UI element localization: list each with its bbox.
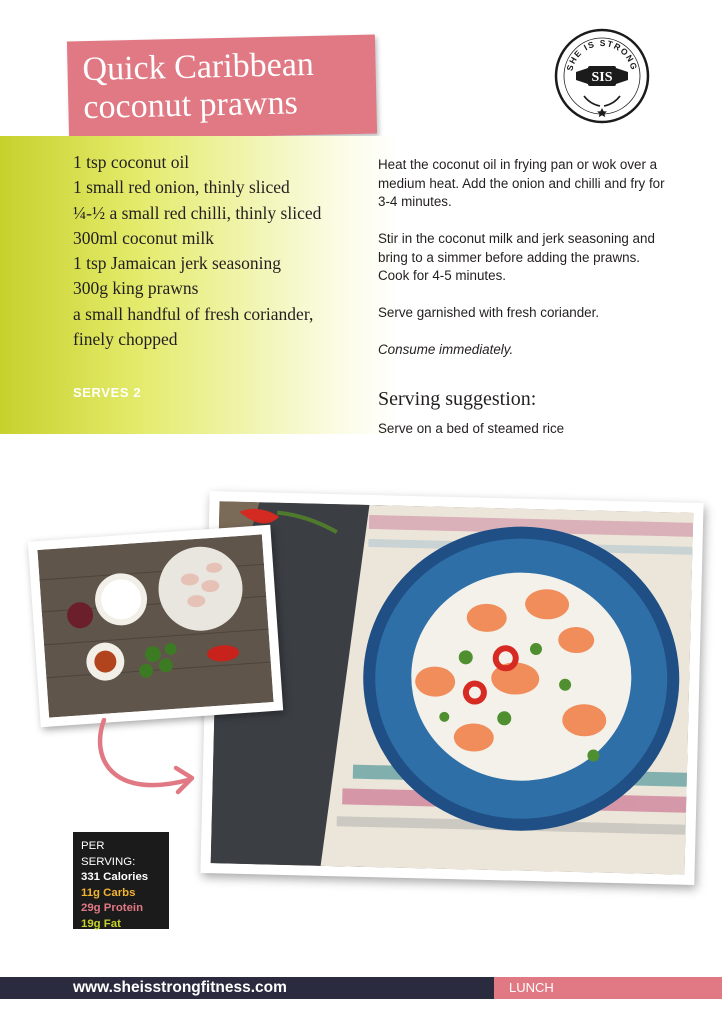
- recipe-title: [67, 35, 377, 141]
- ingredient-item: 1 small red onion, thinly sliced: [73, 177, 290, 198]
- ingredient-item: 300ml coconut milk: [73, 227, 214, 248]
- svg-text:SHE IS STRONG: SHE IS STRONG: [564, 37, 640, 72]
- serving-suggestion-title: Serving suggestion:: [378, 388, 537, 410]
- ingredients-photo: [28, 525, 283, 727]
- ingredient-item: 1 tsp Jamaican jerk seasoning: [73, 253, 282, 274]
- category-tag: LUNCH: [494, 977, 722, 999]
- ingredient-item: a small handful of fresh coriander,: [73, 303, 314, 324]
- serving-suggestion-text: Serve on a bed of steamed rice: [378, 421, 565, 436]
- svg-text:SIS: SIS: [591, 70, 613, 85]
- calories-value: 331 Calories: [81, 871, 149, 884]
- title-line-1: Quick Caribbean: [82, 45, 315, 89]
- she-is-strong-logo: [554, 28, 650, 124]
- ingredient-item: 1 tsp coconut oil: [73, 152, 190, 172]
- consume-note: Consume immediately.: [378, 342, 514, 357]
- nutrition-header: PER SERVING:: [81, 840, 136, 868]
- ingredient-item: ¼-½ a small red chilli, thinly sliced: [73, 202, 322, 223]
- ingredient-item: finely chopped: [73, 329, 178, 350]
- ingredient-list: [73, 150, 373, 352]
- carbs-value: 11g Carbs: [81, 886, 136, 899]
- method-steps: [378, 156, 670, 378]
- nutrition-box: [73, 832, 169, 929]
- method-step: Stir in the coconut milk and jerk seasoning and bring to a simmer before adding the prawns. Cook for 4-5 minutes.: [378, 231, 655, 283]
- title-line-2: coconut prawns: [83, 84, 299, 127]
- method-step: Serve garnished with fresh coriander.: [378, 305, 600, 320]
- website-link[interactable]: www.sheisstrongfitness.com: [73, 979, 287, 996]
- footer-bar: [0, 977, 722, 999]
- ingredient-item: 300g king prawns: [73, 278, 199, 299]
- protein-value: 29g Protein: [81, 902, 144, 915]
- fat-value: 19g Fat: [81, 917, 121, 930]
- arrow-icon: [92, 718, 202, 808]
- serves-label: SERVES 2: [73, 385, 142, 400]
- method-step: Heat the coconut oil in frying pan or wok over a medium heat. Add the onion and chilli and fry for 3-4 minutes.: [378, 157, 665, 209]
